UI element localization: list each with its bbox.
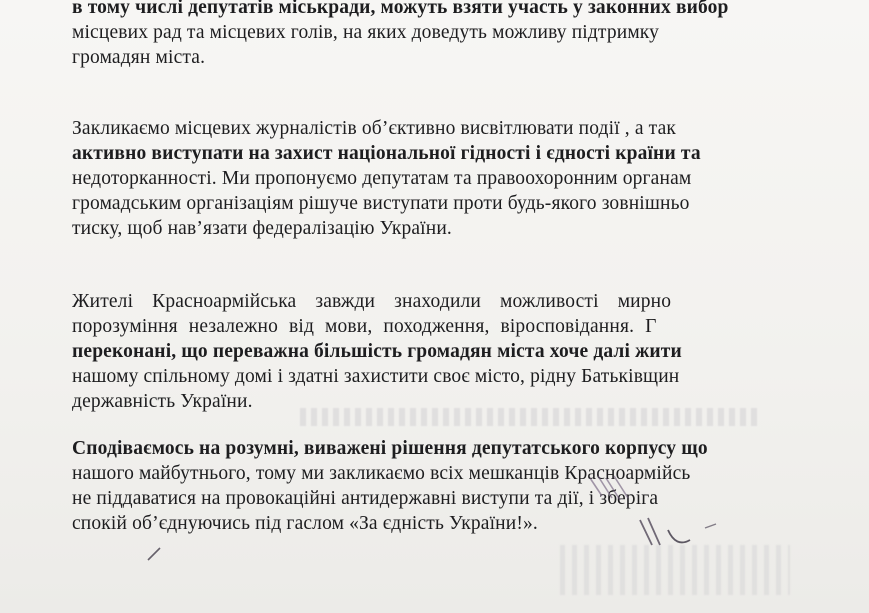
text-line: нашому спільному домі і здатні захистити своє місто, рідну Батьківщин (72, 366, 680, 387)
text-line: спокій об’єднуючись під гаслом «За єдність України!». (72, 513, 538, 534)
paragraph-candidates (72, 0, 869, 70)
text-line: активно виступати на захист національної гідності і єдності країни та (72, 143, 701, 164)
text-line: державність України. (72, 391, 253, 412)
text-line: громадським організаціям рішуче виступати проти будь-якого зовнішньо (72, 193, 690, 214)
text-line: місцевих рад та місцевих голів, на яких доведуть можливу підтримку (72, 22, 660, 43)
paragraph-appeal-journalists (72, 116, 869, 241)
show-through-text-artifact-lower (560, 545, 790, 595)
text-line: порозуміння незалежно від мови, походження, віросповідання. Г (72, 316, 657, 337)
text-line: тиску, щоб нав’язати федералізацію України. (72, 218, 452, 239)
paragraph-residents (72, 289, 869, 414)
text-line: переконані, що переважна більшість громадян міста хоче далі жити (72, 341, 682, 362)
pen-line (148, 548, 160, 560)
text-line: Жителі Красноармійська завжди знаходили можливості мирно (72, 291, 672, 312)
text-line: нашого майбутнього, тому ми закликаємо всіх мешканців Красноармійсь (72, 463, 691, 484)
text-line: Сподіваємось на розумні, виважені рішення депутатського корпусу що (72, 438, 708, 459)
text-line: недоторканності. Ми пропонуємо депутатам та правоохоронним органам (72, 168, 692, 189)
text-line: в тому числі депутатів міськради, можуть взяти участь у законних вибор (72, 0, 729, 18)
text-line: Закликаємо місцевих журналістів об’єктивно висвітлювати події , а так (72, 118, 677, 139)
text-line: громадян міста. (72, 47, 206, 68)
text-line: не піддаватися на провокаційні антидержавні виступи та дії, і зберіга (72, 488, 659, 509)
paragraph-hope (72, 436, 869, 536)
